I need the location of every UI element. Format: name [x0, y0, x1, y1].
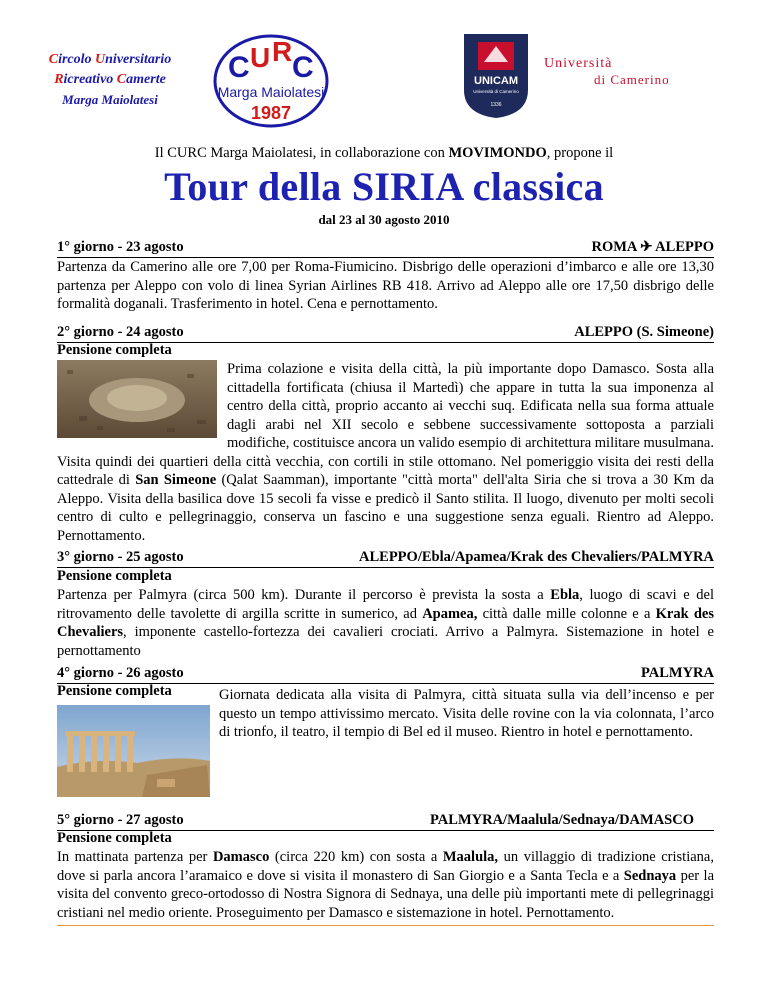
day-4-label: 4° giorno - 26 agosto	[57, 665, 184, 681]
curc-letter-r: R	[272, 36, 293, 67]
page-title: Tour della SIRIA classica	[164, 164, 604, 209]
day-5-route: PALMYRA/Maalula/Sednaya/DAMASCO	[430, 812, 694, 828]
curc-letter-c2: C	[292, 51, 314, 84]
curc-letter-u: U	[250, 42, 271, 73]
circolo-line-2: Ricreativo Camerte	[54, 72, 166, 87]
circolo-line-1: Circolo Universitario	[48, 52, 172, 67]
circolo-name	[40, 50, 180, 110]
day-3-header	[57, 549, 714, 568]
day-3-route: ALEPPO/Ebla/Apamea/Krak des Chevaliers/PALMYRA	[359, 549, 714, 565]
curc-logo-year: 1987	[250, 103, 292, 123]
unicam-shield-text: UNICAM	[474, 75, 518, 87]
day-3-text: Partenza per Palmyra (circa 500 km). Durante il percorso è prevista la sosta a Ebla, luogo di scavi e del ritrovamento delle tavolette di argilla scritte in sumerico, ad Apamea, città dalle mille colonne e a Krak des Chevaliers, imponente castello-fortezza dei cavalieri crociati. Arrivo a Palmyra. Sistemazione in hotel e pernottamento	[57, 587, 714, 659]
day-4-board: Pensione completa	[57, 683, 172, 699]
tour-dates: dal 23 al 30 agosto 2010	[318, 212, 450, 227]
day-1-text: Partenza da Camerino alle ore 7,00 per Roma-Fiumicino. Disbrigo delle operazioni d’imbarco e alle ore 13,30 partenza per Aleppo con volo di linea Syrian Airlines RB 418. Arrivo ad Aleppo alle ore 17,50 disbrigo delle formalità doganali. Trasferimento in hotel. Cena e pernottamento.	[57, 259, 714, 312]
unicam-shield-sub: Università di Camerino	[473, 89, 519, 94]
day-5-board: Pensione completa	[57, 830, 172, 846]
unicam-wordmark	[542, 54, 702, 88]
day-1-label: 1° giorno - 23 agosto	[57, 239, 184, 255]
day-3-label: 3° giorno - 25 agosto	[57, 549, 184, 565]
unicam-shield-year: 1336	[490, 102, 502, 108]
circolo-line-3: Marga Maiolatesi	[62, 92, 158, 107]
curc-logo-name: Marga Maiolatesi	[217, 84, 325, 100]
day-2-label: 2° giorno - 24 agosto	[57, 324, 184, 340]
day-2-header	[57, 324, 714, 343]
palmyra-ruins-photo	[57, 705, 210, 797]
day-5-label: 5° giorno - 27 agosto	[57, 812, 184, 828]
day-4-text: Giornata dedicata alla visita di Palmyra, città situata sulla via dell’incenso e per questo un tempo attivissimo mercato. Visita delle rovine con la via colonnata, l’arco di trionfo, il teatro, il tempio di Bel ed il museo. Rientro in hotel e pernottamento.	[219, 687, 714, 740]
day-4-route: PALMYRA	[640, 665, 714, 681]
day-5-header	[57, 812, 714, 831]
curc-logo	[212, 33, 330, 129]
day-2-route: ALEPPO (S. Simeone)	[574, 324, 714, 340]
day-4-header	[57, 665, 714, 684]
day-1-header	[57, 239, 714, 258]
unicam-shield-logo	[462, 32, 530, 120]
day-1-route: ROMA ✈ ALEPPO	[591, 239, 714, 255]
unicam-word-line-2: di Camerino	[594, 72, 670, 87]
day-2-text: Prima colazione e visita della città, la più importante dopo Damasco. Sosta alla cittadella fortificata (chiusa il Martedì) che appare in tutta la sua imponenza al centro della città, proprio accanto ai vecchi suq. Edificata nella sua forma attuale dagli arabi nel XII secolo e sebbene successivamente sottoposta a parziali modifiche, costituisce ancora un valido esempio di architettura militare musulmana. Visita quindi dei quartieri della città vecchia, con cortili in stile ottomano. Nel pomeriggio visita dei resti della cattedrale di San Simeone (Qalat Saamman), importante "città morta" dell'alta Siria che si trova a 30 Km da Aleppo. Visita della basilica dove 15 secoli fa visse e predicò il Santo stilita. Il luogo, divenuto per molti secoli centro di culto e pellegrinaggio, conserva un fascino e una suggestione senza eguali. Rientro ad Aleppo. Pernottamento.	[57, 361, 714, 544]
intro-line: Il CURC Marga Maiolatesi, in collaborazione con MOVIMONDO, propone il	[154, 145, 614, 161]
aleppo-citadel-photo	[57, 360, 217, 438]
curc-letter-c1: C	[228, 51, 250, 84]
footer-divider	[57, 925, 714, 926]
plane-icon: ✈	[640, 239, 653, 255]
day-2-board: Pensione completa	[57, 342, 172, 358]
day-5-text: In mattinata partenza per Damasco (circa 220 km) con sosta a Maalula, un villaggio di tradizione cristiana, dove si parla ancora l’aramaico e dove si visita il monastero di San Giorgio e a Santa Tecla e a Sednaya per la visita del convento greco-ortodosso di Nostra Signora di Sednaya, una delle più importanti mete di pellegrinaggi cristiani nel medio oriente. Proseguimento per Damasco e sistemazione in hotel. Pernottamento.	[57, 849, 715, 921]
day-3-board: Pensione completa	[57, 568, 172, 584]
unicam-word-line-1: Università	[544, 56, 613, 71]
